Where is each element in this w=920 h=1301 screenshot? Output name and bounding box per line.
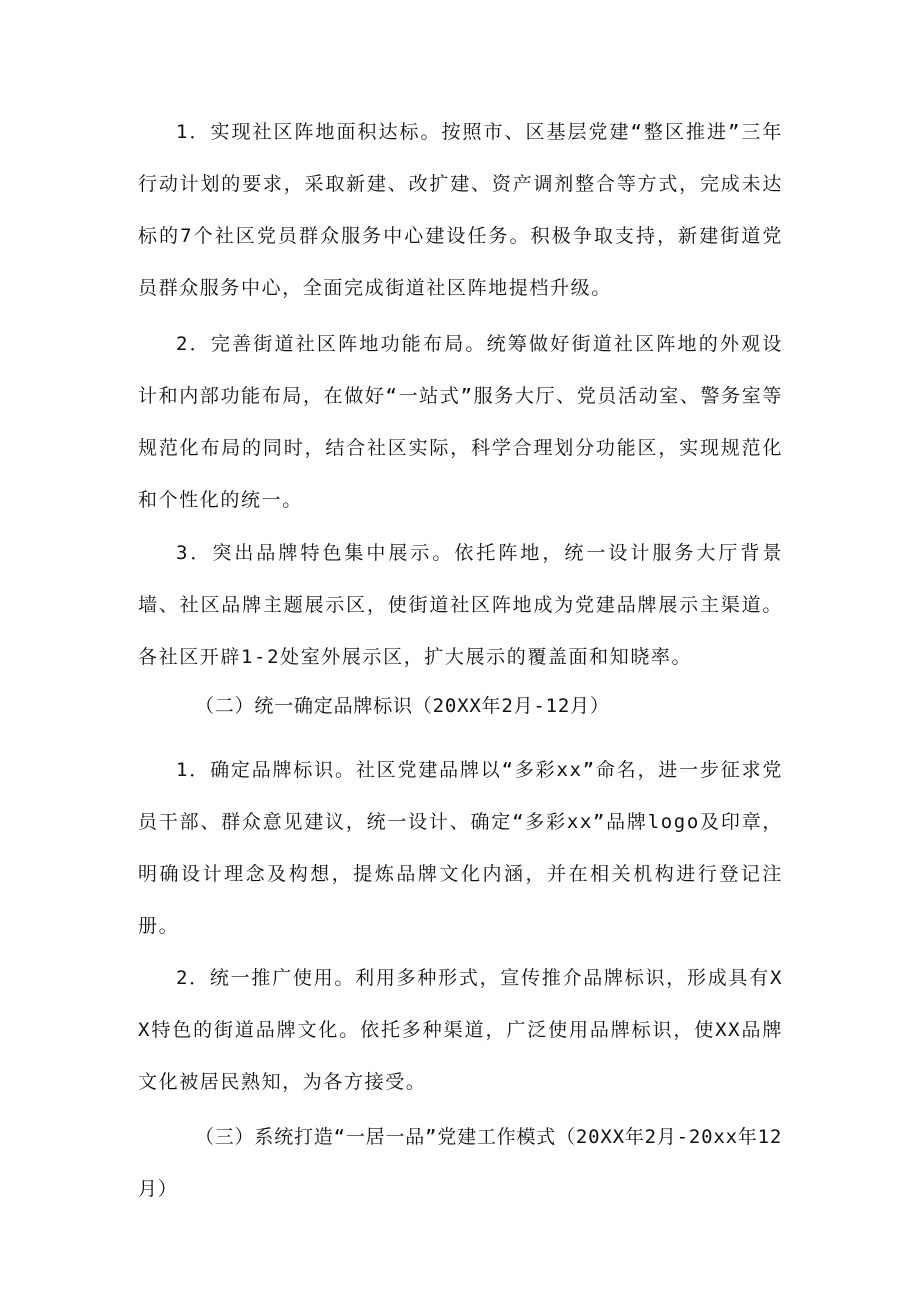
- paragraph-2: 2．完善街道社区阵地功能布局。统筹做好街道社区阵地的外观设计和内部功能布局，在做好“一站式”服务大厅、党员活动室、警务室等规范化布局的同时，结合社区实际，科学合理划分功能区，实现规范化和个性化的统一。: [138, 333, 783, 511]
- section-heading-3: （三）系统打造“一居一品”党建工作模式（20XX年2月-20xx年12月）: [138, 1126, 783, 1200]
- section-heading-2: （二）统一确定品牌标识（20XX年2月-12月）: [195, 695, 610, 717]
- paragraph-5: 2．统一推广使用。利用多种形式，宣传推介品牌标识，形成具有XX特色的街道品牌文化。依托多种渠道，广泛使用品牌标识，使XX品牌文化被居民熟知，为各方接受。: [138, 967, 783, 1093]
- paragraph-4: 1．确定品牌标识。社区党建品牌以“多彩xx”命名，进一步征求党员干部、群众意见建议，统一设计、确定“多彩xx”品牌logo及印章，明确设计理念及构想，提炼品牌文化内涵，并在相关机构进行登记注册。: [138, 759, 783, 937]
- paragraph-3: 3．突出品牌特色集中展示。依托阵地，统一设计服务大厅背景墙、社区品牌主题展示区，使街道社区阵地成为党建品牌展示主渠道。各社区开辟1-2处室外展示区，扩大展示的覆盖面和知晓率。: [138, 542, 783, 668]
- paragraph-1: 1．实现社区阵地面积达标。按照市、区基层党建“整区推进”三年行动计划的要求，采取新建、改扩建、资产调剂整合等方式，完成未达标的7个社区党员群众服务中心建设任务。积极争取支持，新建街道党员群众服务中心，全面完成街道社区阵地提档升级。: [138, 121, 783, 299]
